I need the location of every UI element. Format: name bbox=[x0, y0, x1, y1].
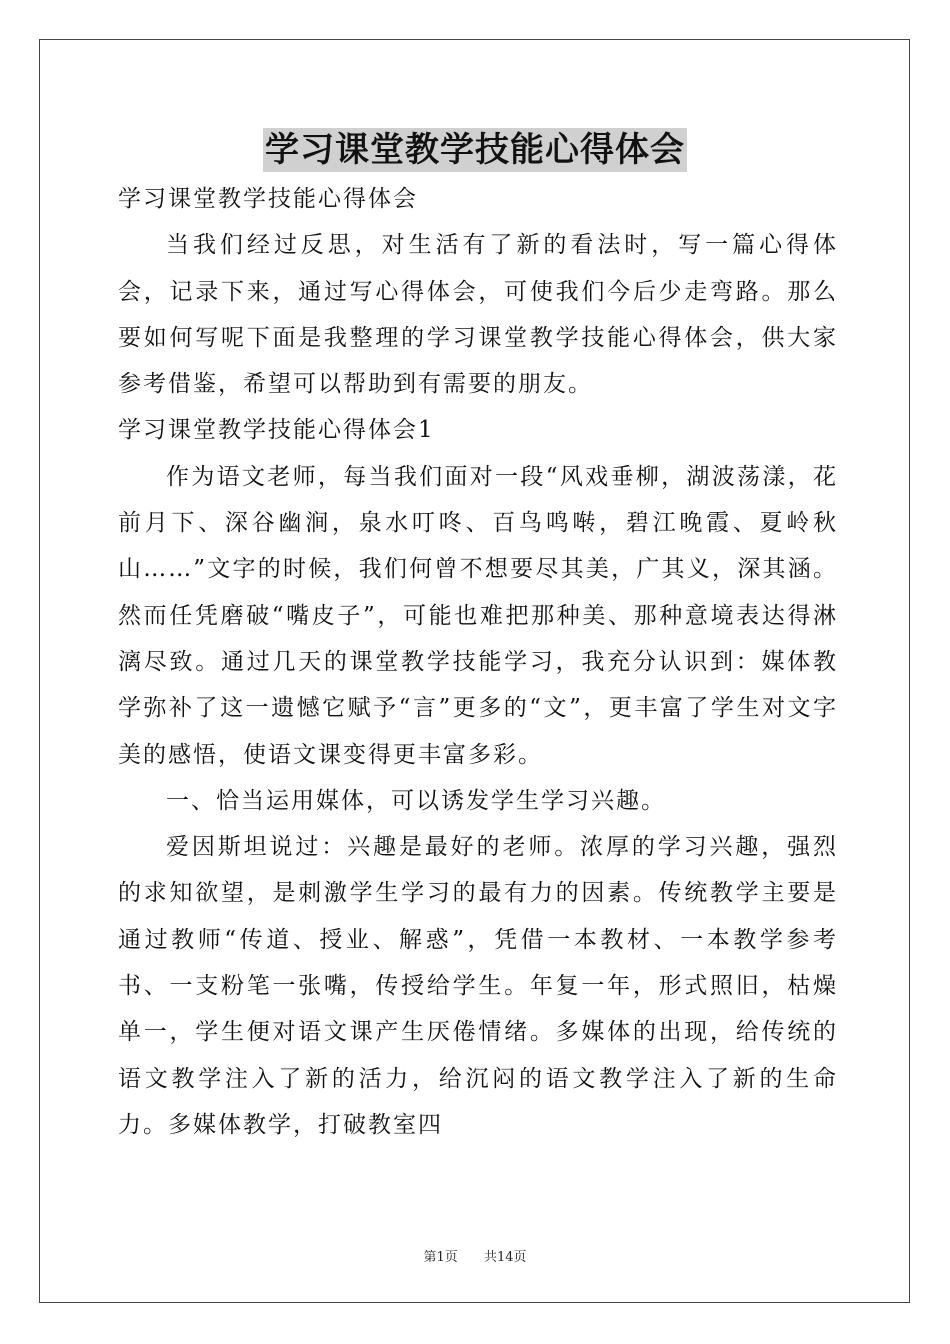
document-body bbox=[118, 176, 838, 1148]
subtitle-paragraph: 学习课堂教学技能心得体会 bbox=[118, 186, 418, 212]
intro-paragraph: 当我们经过反思，对生活有了新的看法时，写一篇心得体会，记录下来，通过写心得体会，可使我们今后少走弯路。那么要如何写呢下面是我整理的学习课堂教学技能心得体会，供大家参考借鉴，希望可以帮助到有需要的朋友。 bbox=[118, 232, 838, 398]
page-total: 共14页 bbox=[484, 1250, 527, 1265]
body-paragraph: 爱因斯坦说过：兴趣是最好的老师。浓厚的学习兴趣，强烈的求知欲望，是刺激学生学习的最有力的因素。传统教学主要是通过教师“传道、授业、解惑”，凭借一本教材、一本教学参考书、一支粉笔一张嘴，传授给学生。年复一年，形式照旧，枯燥单一，学生便对语文课产生厌倦情绪。多媒体的出现，给传统的语文教学注入了新的活力，给沉闷的语文教学注入了新的生命力。多媒体教学，打破教室四 bbox=[118, 834, 838, 1138]
page-number: 第1页 bbox=[423, 1250, 458, 1265]
title-container bbox=[0, 128, 950, 172]
document-title: 学习课堂教学技能心得体会 bbox=[265, 130, 685, 170]
point-heading: 一、恰当运用媒体，可以诱发学生学习兴趣。 bbox=[166, 787, 666, 814]
section-heading: 学习课堂教学技能心得体会1 bbox=[118, 417, 435, 444]
body-paragraph: 作为语文老师，每当我们面对一段“风戏垂柳，湖波荡漾，花前月下、深谷幽涧，泉水叮咚、百鸟鸣啭，碧江晚霞、夏岭秋山……”文字的时候，我们何曾不想要尽其美，广其义，深其涵。然而任凭磨破“嘴皮子”，可能也难把那种美、那种意境表达得淋漓尽致。通过几天的课堂教学技能学习，我充分认识到：媒体教学弥补了这一遗憾它赋予“言”更多的“文”，更丰富了学生对文字美的感悟，使语文课变得更丰富多彩。 bbox=[118, 463, 838, 768]
page-footer bbox=[0, 1246, 950, 1265]
